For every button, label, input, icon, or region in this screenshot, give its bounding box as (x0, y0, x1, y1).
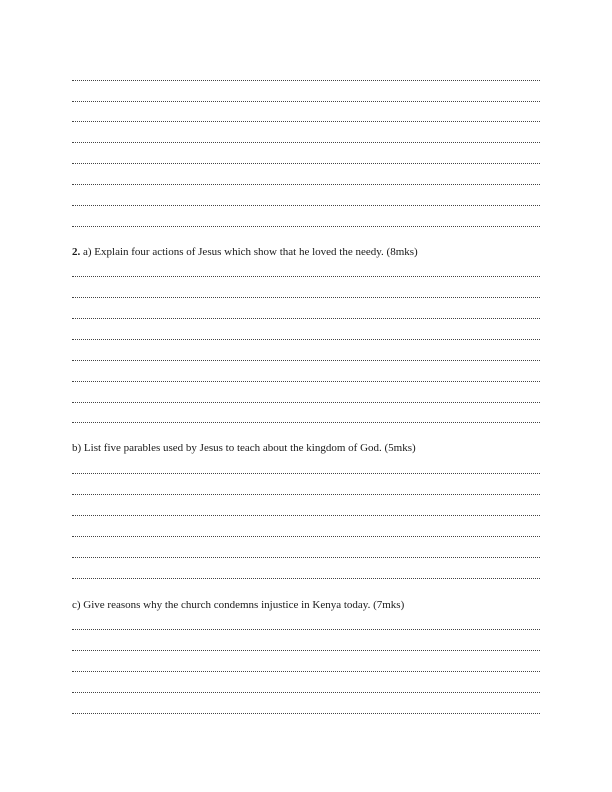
answer-line[interactable] (72, 205, 540, 206)
question-2b (72, 441, 540, 455)
question-2c (72, 598, 540, 612)
answer-line[interactable] (72, 671, 540, 672)
answer-line[interactable] (72, 142, 540, 143)
answer-line[interactable] (72, 121, 540, 122)
answer-line[interactable] (72, 163, 540, 164)
answer-line[interactable] (72, 692, 540, 693)
question-text: c) Give reasons why the church condemns injustice in Kenya today. (7mks) (72, 599, 405, 611)
answer-line[interactable] (72, 578, 540, 579)
answer-line[interactable] (72, 650, 540, 651)
answer-line[interactable] (72, 184, 540, 185)
answer-line[interactable] (72, 276, 540, 277)
answer-line[interactable] (72, 318, 540, 319)
answer-line[interactable] (72, 494, 540, 495)
question-text: a) Explain four actions of Jesus which show that he loved the needy. (8mks) (83, 246, 418, 258)
answer-line[interactable] (72, 422, 540, 423)
answer-line[interactable] (72, 557, 540, 558)
answer-line[interactable] (72, 339, 540, 340)
answer-line[interactable] (72, 101, 540, 102)
answer-line[interactable] (72, 473, 540, 474)
answer-line[interactable] (72, 515, 540, 516)
answer-line[interactable] (72, 226, 540, 227)
answer-line[interactable] (72, 381, 540, 382)
answer-line[interactable] (72, 297, 540, 298)
question-number: 2. (72, 246, 81, 258)
answer-line[interactable] (72, 536, 540, 537)
answer-line[interactable] (72, 360, 540, 361)
question-text: b) List five parables used by Jesus to teach about the kingdom of God. (5mks) (72, 442, 416, 454)
answer-line[interactable] (72, 80, 540, 81)
answer-line[interactable] (72, 629, 540, 630)
question-2a (72, 245, 540, 259)
answer-line[interactable] (72, 402, 540, 403)
answer-line[interactable] (72, 713, 540, 714)
